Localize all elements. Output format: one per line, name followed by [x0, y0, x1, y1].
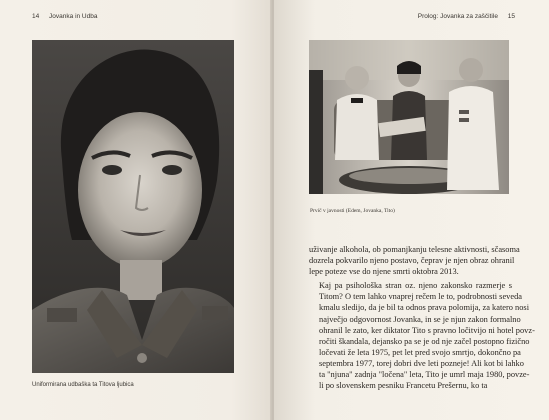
left-page	[0, 0, 272, 420]
text-line: Titom? O tem lahko vnaprej rečem le to, podrobnosti seveda	[319, 292, 522, 302]
text-line: li po slovenskem pesniku Francetu Prešernu, ko ta	[319, 381, 488, 391]
portrait-caption: Uniformirana udbaška ta Titova ljubica	[32, 382, 134, 388]
portrait-photo	[32, 40, 234, 373]
right-running-head	[418, 13, 515, 20]
photo-caption: Prvič v javnosti (Edem, Jovanka, Tito)	[310, 208, 395, 214]
text-line: največjo odgovornost Jovanka, in se je njun zakon formalno	[319, 314, 521, 324]
right-running-head-title: Prolog: Jovanka za zaščitile	[417, 13, 498, 20]
text-line: ta "njuna" zadnja "ločena" leta, Tito je umrl maja 1980, povze-	[319, 370, 530, 380]
text-line: kmalu sledijo, da je bil ta odnos prava polomija, za katero nosi	[319, 303, 530, 313]
text-line: uživanje alkohola, ob pomanjkanju telesne aktivnosti, sčasoma	[309, 245, 520, 254]
text-line: dozrela pokvarilo njeno postavo, čeprav je njen obraz ohranil	[309, 256, 515, 266]
left-running-head-title: Jovanka in Udba	[49, 13, 98, 20]
group-photo	[309, 40, 509, 194]
text-line: Kaj pa psihološka stran oz. njeno zakonsko razmerje s	[319, 281, 512, 291]
text-line: ročiti škandala, dejansko pa se je od nje začel postopno fizično	[319, 336, 530, 346]
left-running-head	[32, 13, 97, 20]
paragraph-2	[309, 280, 535, 391]
text-line: ohranil le zato, ker diktator Tito s pravno ločitvijo ni hotel povz-	[319, 325, 535, 335]
body-text	[309, 244, 535, 391]
text-line: ločevati že leta 1975, pet let pred svojo smrtjo, dokončno pa	[319, 347, 521, 357]
paragraph-1	[309, 244, 520, 277]
left-page-number: 14	[32, 13, 40, 20]
text-line: septembra 1977, torej dobri dve leti pozneje! Ali kot bi lahko	[319, 358, 524, 368]
text-line: lepe poteze vse do njene smrti oktobra 2013.	[309, 267, 459, 277]
right-page-number: 15	[507, 13, 515, 20]
